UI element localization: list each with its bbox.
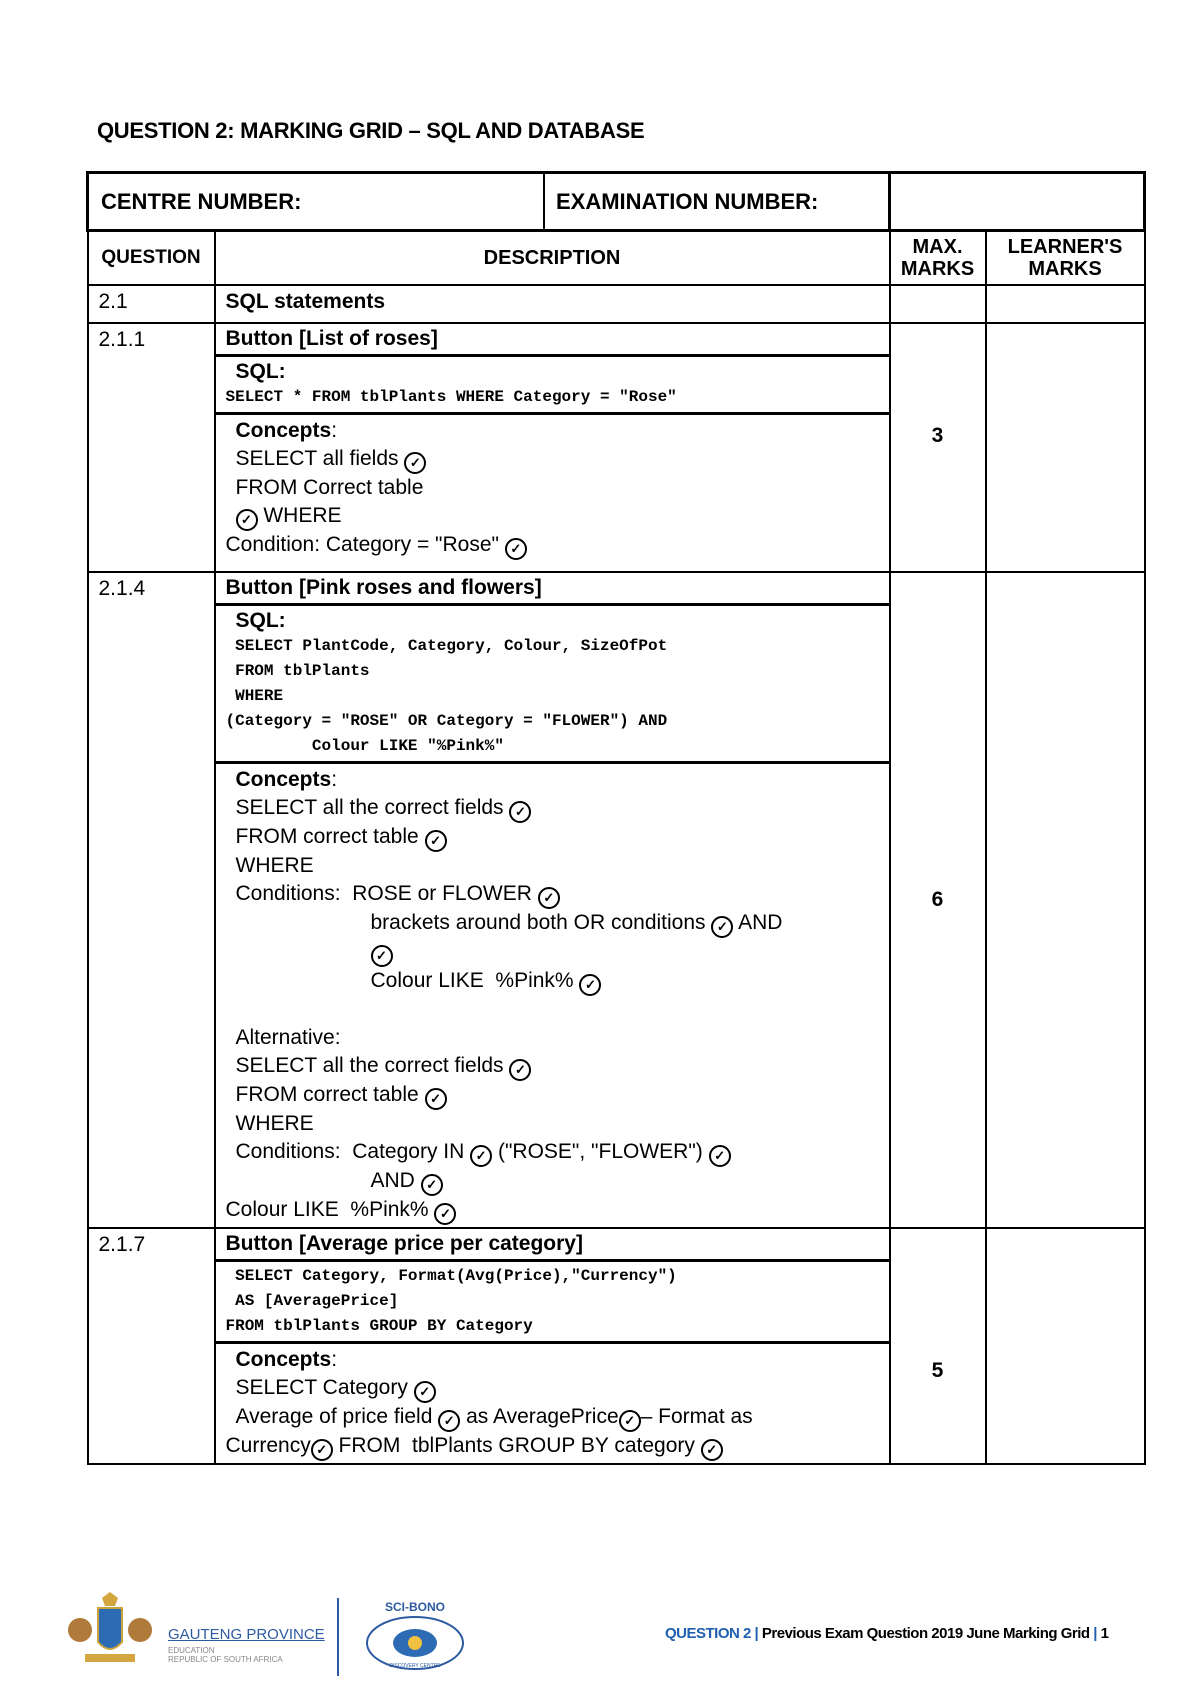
- header-question: QUESTION: [88, 231, 215, 285]
- tick-icon: ✓: [425, 830, 447, 852]
- row-title: Button [Pink roses and flowers]: [216, 573, 889, 606]
- page-footer: [60, 1590, 1160, 1680]
- tick-icon: ✓: [434, 1203, 456, 1225]
- tick-icon: ✓: [579, 974, 601, 996]
- sql-box: SQL: SELECT * FROM tblPlants WHERE Category = "Rose": [216, 357, 889, 415]
- centre-number-field[interactable]: [88, 173, 890, 231]
- tick-icon: ✓: [236, 509, 258, 531]
- tick-icon: ✓: [709, 1145, 731, 1167]
- description-cell: [215, 572, 890, 1228]
- tick-icon: ✓: [509, 1059, 531, 1081]
- tick-icon: ✓: [470, 1145, 492, 1167]
- max-marks-cell: 6: [890, 572, 986, 1228]
- concepts-label: Concepts: [235, 767, 332, 791]
- learner-marks-input[interactable]: [986, 572, 1145, 1228]
- footer-caption: QUESTION 2 | Previous Exam Question 2019 June Marking Grid | 1: [665, 1625, 1109, 1642]
- concepts-box: Concepts: SELECT Category ✓ Average of price field ✓ as AveragePrice ✓ – Format as Currency ✓ FROM tblPlants GROUP BY category ✓: [216, 1344, 889, 1463]
- concept-item: FROM Correct table: [235, 475, 424, 499]
- gauteng-logo-subtext: EDUCATION REPUBLIC OF SOUTH AFRICA: [168, 1646, 283, 1664]
- row-title: SQL statements: [215, 285, 890, 323]
- max-marks-cell: [890, 285, 986, 323]
- exam-number-field[interactable]: [890, 173, 1145, 231]
- row-title: Button [Average price per category]: [216, 1229, 889, 1262]
- exam-number-label: EXAMINATION NUMBER:: [543, 171, 818, 232]
- tick-icon: ✓: [421, 1174, 443, 1196]
- sci-bono-logo: [360, 1595, 470, 1675]
- question-number: 2.1.4: [88, 572, 215, 1228]
- table-row: [88, 1228, 1145, 1464]
- footer-divider: [337, 1598, 339, 1676]
- max-marks-cell: 3: [890, 323, 986, 572]
- concept-item: WHERE: [235, 1111, 314, 1135]
- gauteng-logo-text: GAUTENG PROVINCE: [168, 1626, 325, 1643]
- tick-icon: ✓: [619, 1410, 641, 1432]
- learner-marks-input[interactable]: [986, 285, 1145, 323]
- learner-marks-input[interactable]: [986, 1228, 1145, 1464]
- sql-label: SQL:: [235, 608, 286, 632]
- page-number: 1: [1100, 1625, 1109, 1642]
- page-title: QUESTION 2: MARKING GRID – SQL AND DATABASE: [97, 118, 645, 143]
- marking-grid: [86, 171, 1146, 1465]
- tick-icon: ✓: [538, 887, 560, 909]
- sql-code: SELECT * FROM tblPlants WHERE Category = "Rose": [225, 387, 677, 406]
- concepts-box: Concepts: SELECT all fields ✓ FROM Correct table ✓ WHERE Condition: Category = "Rose" ✓: [216, 415, 889, 562]
- sql-label: SQL: [235, 359, 279, 383]
- tick-icon: ✓: [404, 452, 426, 474]
- tick-icon: ✓: [711, 916, 733, 938]
- question-number: 2.1.1: [88, 323, 215, 572]
- centre-number-label: CENTRE NUMBER:: [101, 188, 302, 214]
- question-number: 2.1.7: [88, 1228, 215, 1464]
- tick-icon: ✓: [438, 1410, 460, 1432]
- concepts-label: Concepts: [235, 418, 332, 442]
- table-row: [88, 285, 1145, 323]
- concepts-box: Concepts: SELECT all the correct fields ✓ FROM correct table ✓ WHERE Conditions: ROSE or FLOWER ✓ brackets around both OR conditions ✓ AND ✓ Colour LIKE %Pink% ✓ Alternative: SELECT all the correct fields ✓ FROM correct table ✓ WHERE Conditions: Category IN ✓ ("ROSE", "FLOWER") ✓ AND ✓ Colour LIKE %Pink% ✓: [216, 764, 889, 1227]
- tick-icon: ✓: [311, 1439, 333, 1461]
- sql-code: SELECT Category, Format(Avg(Price),"Currency") AS [AveragePrice] FROM tblPlants GROUP BY Category: [225, 1266, 677, 1335]
- question-number: 2.1: [88, 285, 215, 323]
- sql-code: SELECT PlantCode, Category, Colour, SizeOfPot FROM tblPlants WHERE (Category = "ROSE" OR Category = "FLOWER") AND Colour LIKE "%Pink%": [225, 636, 668, 755]
- tick-icon: ✓: [509, 801, 531, 823]
- tick-icon: ✓: [701, 1439, 723, 1461]
- sql-box: [216, 606, 889, 764]
- svg-text:SCI-BONO: SCI-BONO: [385, 1600, 445, 1614]
- table-row: [88, 572, 1145, 1228]
- svg-text:DISCOVERY CENTRE: DISCOVERY CENTRE: [389, 1663, 441, 1669]
- header-max-marks: MAX. MARKS: [890, 231, 986, 285]
- concepts-label: Concepts: [235, 1347, 332, 1371]
- gauteng-coat-of-arms-logo: [60, 1590, 160, 1670]
- sql-box: [216, 1262, 889, 1344]
- tick-icon: ✓: [414, 1381, 436, 1403]
- description-cell: [215, 1228, 890, 1464]
- table-row: [88, 323, 1145, 572]
- tick-icon: ✓: [425, 1088, 447, 1110]
- concept-item: WHERE: [235, 853, 314, 877]
- max-marks-cell: 5: [890, 1228, 986, 1464]
- header-description: DESCRIPTION: [215, 231, 890, 285]
- tick-icon: ✓: [505, 538, 527, 560]
- alternative-label: Alternative:: [235, 1025, 341, 1049]
- header-learner-marks: LEARNER'S MARKS: [986, 231, 1145, 285]
- row-title: Button [List of roses]: [216, 324, 889, 357]
- learner-marks-input[interactable]: [986, 323, 1145, 572]
- description-cell: [215, 323, 890, 572]
- tick-icon: ✓: [371, 945, 393, 967]
